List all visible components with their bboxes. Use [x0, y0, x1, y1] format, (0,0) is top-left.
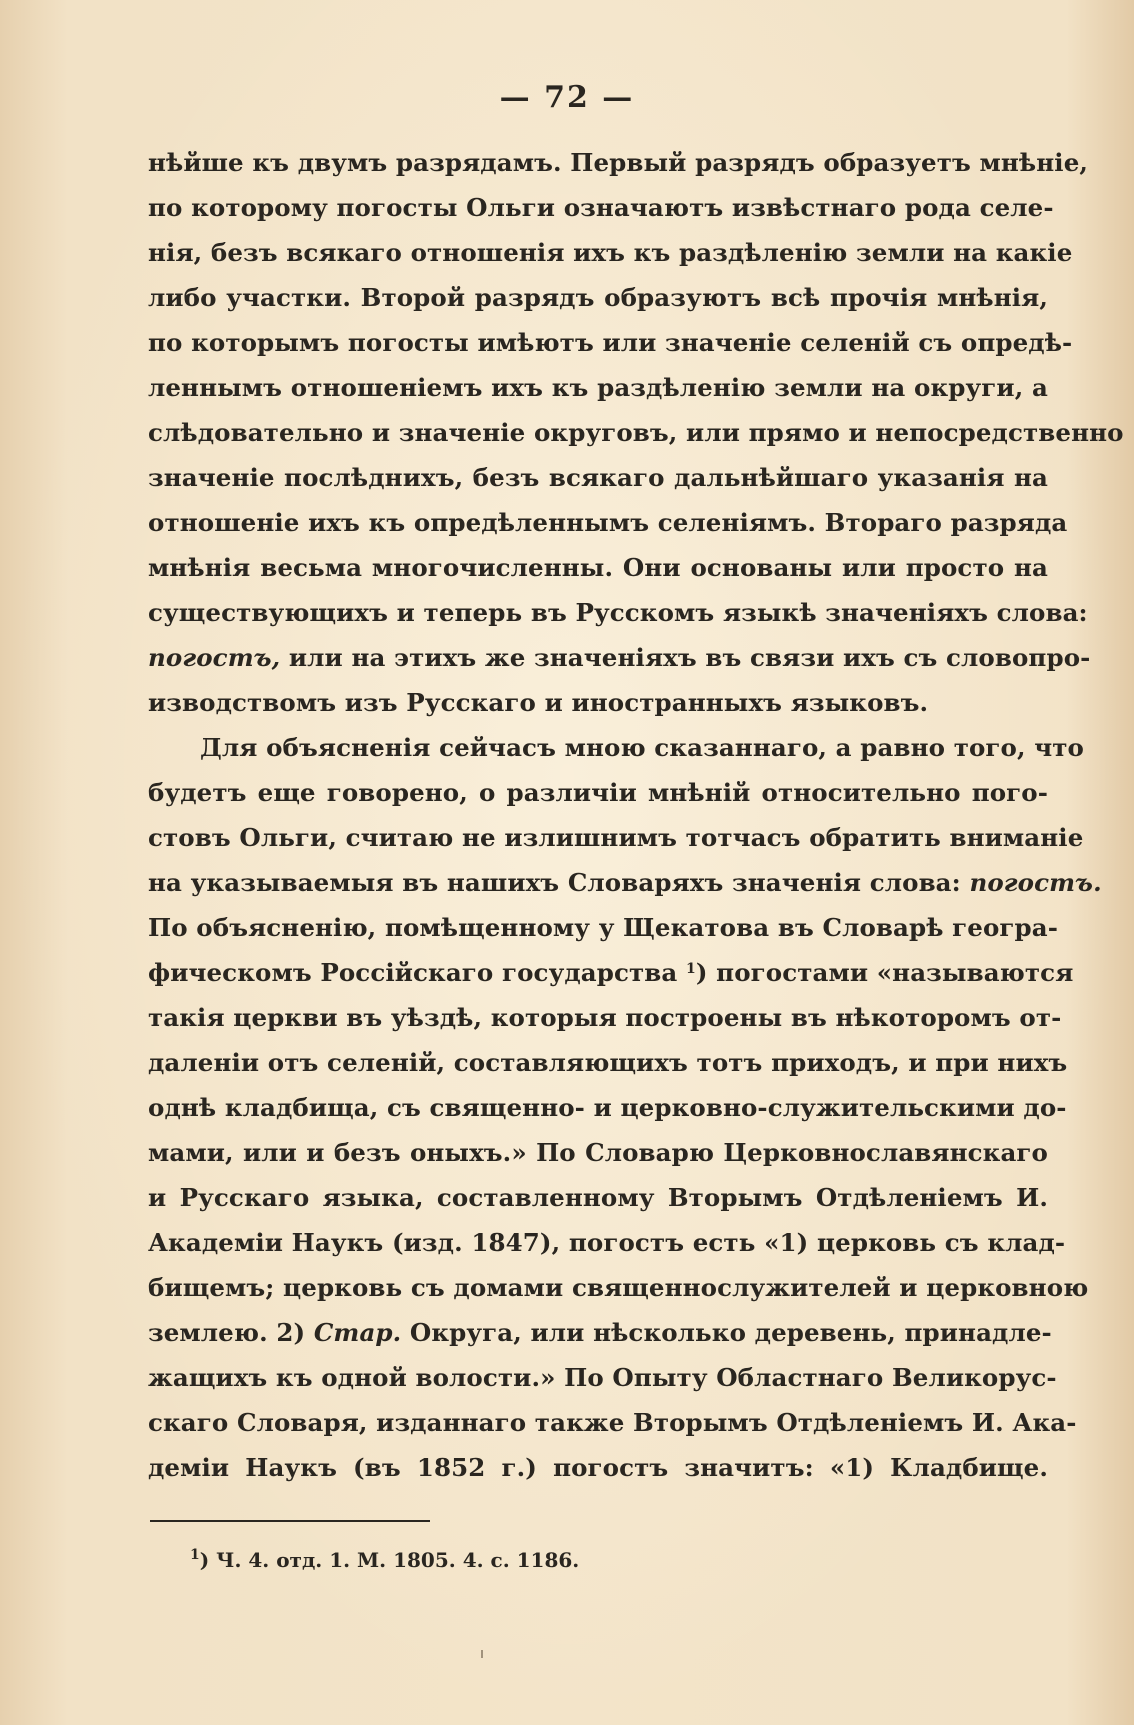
text-line: жащихъ къ одной волости.» По Опыту Областнаго Великорус- — [148, 1363, 1057, 1392]
text-line — [148, 860, 1102, 905]
line-remainder: или на этихъ же значеніяхъ въ связи ихъ съ словопро- — [280, 643, 1091, 672]
footnote-text: ) Ч. 4. отд. 1. М. 1805. 4. с. 1186. — [199, 1548, 580, 1572]
text-line: деміи Наукъ (въ 1852 г.) погостъ значитъ: «1) Кладбище. — [148, 1453, 1048, 1482]
text-line: по которому погосты Ольги означаютъ извѣстнаго рода селе- — [148, 193, 1054, 222]
line-remainder: Округа, или нѣсколько деревень, принадле- — [401, 1318, 1052, 1347]
line-start: на указываемыя въ нашихъ Словаряхъ значенія слова: — [148, 868, 970, 897]
text-line — [148, 1310, 1052, 1355]
italic-word: погостъ. — [969, 868, 1102, 897]
text-line: леннымъ отношеніемъ ихъ къ раздѣленію земли на округи, а — [148, 373, 1048, 402]
text-line: значеніе послѣднихъ, безъ всякаго дальнѣйшаго указанія на — [148, 463, 1048, 492]
text-line: однѣ кладбища, съ священно- и церковно-служительскими до- — [148, 1093, 1067, 1122]
text-line: стовъ Ольги, считаю не излишнимъ тотчасъ обратить вниманіе — [148, 823, 1084, 852]
footnote-divider — [150, 1520, 430, 1522]
text-line — [148, 635, 1091, 680]
text-line: будетъ еще говорено, о различіи мнѣній относительно пого- — [148, 778, 1048, 807]
text-line: такія церкви въ уѣздѣ, которыя построены въ нѣкоторомъ от- — [148, 1003, 1062, 1032]
line-start: землею. 2) — [148, 1318, 314, 1347]
page-number: — 72 — — [499, 80, 635, 115]
footnote-marker: 1 — [190, 1547, 200, 1563]
text-line: отношеніе ихъ къ опредѣленнымъ селеніямъ. Втораго разряда — [148, 508, 1068, 537]
text-line: изводствомъ изъ Русскаго и иностранныхъ языковъ. — [148, 688, 929, 717]
text-line: мнѣнія весьма многочисленны. Они основаны или просто на — [148, 553, 1048, 582]
text-line: нѣйше къ двумъ разрядамъ. Первый разрядъ образуетъ мнѣніе, — [148, 148, 1089, 177]
text-line: и Русскаго языка, составленному Вторымъ Отдѣленіемъ И. — [148, 1183, 1048, 1212]
line-remainder: ) погостами «называются — [695, 958, 1074, 987]
text-line: по которымъ погосты имѣютъ или значеніе селеній съ опредѣ- — [148, 328, 1073, 357]
paper-speck — [481, 1650, 483, 1658]
italic-word: погостъ, — [148, 643, 281, 672]
main-text — [148, 140, 1124, 1490]
text-line: либо участки. Второй разрядъ образуютъ всѣ прочія мнѣнія, — [148, 283, 1048, 312]
text-line: мами, или и безъ оныхъ.» По Словарю Церковнославянскаго — [148, 1138, 1048, 1167]
line-start: фическомъ Россійскаго государства — [148, 958, 687, 987]
footnote-reference[interactable]: 1 — [686, 961, 696, 977]
text-line: скаго Словаря, изданнаго также Вторымъ Отдѣленіемъ И. Ака- — [148, 1408, 1077, 1437]
paragraph-first-line: Для объясненія сейчасъ мною сказаннаго, а равно того, что — [200, 733, 1084, 762]
text-line: даленіи отъ селеній, составляющихъ тотъ приходъ, и при нихъ — [148, 1048, 1068, 1077]
footnote — [190, 1546, 579, 1574]
text-line — [148, 950, 1074, 995]
text-line: Академіи Наукъ (изд. 1847), погостъ есть «1) церковь съ клад- — [148, 1228, 1066, 1257]
italic-word: Стар. — [313, 1318, 402, 1347]
text-line: слѣдовательно и значеніе округовъ, или прямо и непосредственно — [148, 418, 1124, 447]
text-line: бищемъ; церковь съ домами священнослужителей и церковною — [148, 1273, 1089, 1302]
text-line: По объясненію, помѣщенному у Щекатова въ Словарѣ геогра- — [148, 913, 1058, 942]
text-line: нія, безъ всякаго отношенія ихъ къ раздѣленію земли на какіе — [148, 238, 1073, 267]
text-line: существующихъ и теперь въ Русскомъ языкѣ значеніяхъ слова: — [148, 598, 1088, 627]
